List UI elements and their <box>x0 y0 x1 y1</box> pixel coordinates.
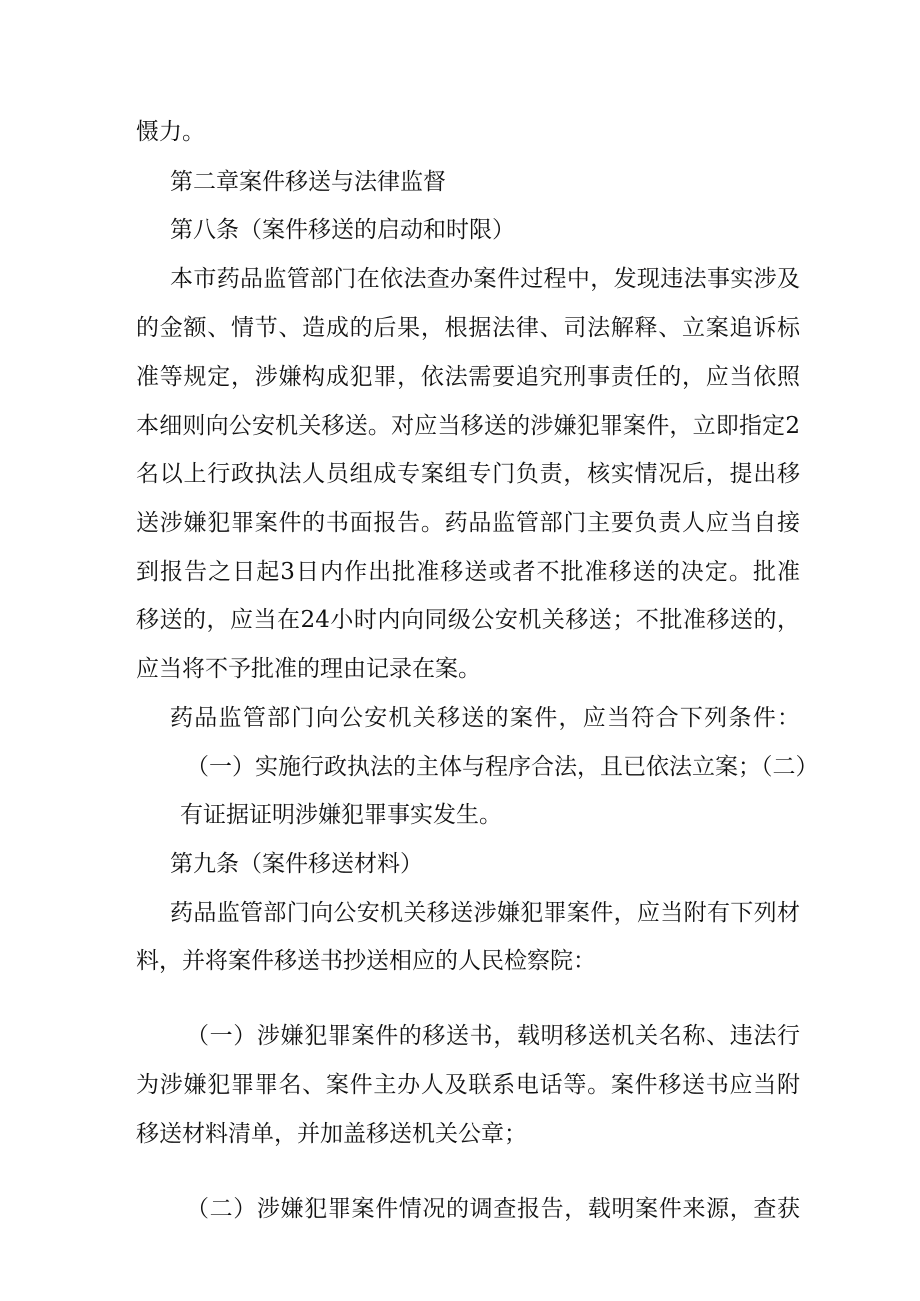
paragraph-line: 应当将不予批准的理由记录在案。 <box>136 656 481 682</box>
paragraph-line: 慑力。 <box>136 119 205 145</box>
list-item: （一）实施行政执法的主体与程序合法，且已依法立案；（二） <box>186 754 819 780</box>
paragraph-line: 名以上行政执法人员组成专案组专门负责，核实情况后，提出移 <box>136 461 800 487</box>
paragraph-line: 到报告之日起3日内作出批准移送或者不批准移送的决定。批准 <box>136 559 800 585</box>
paragraph-line: 药品监管部门向公安机关移送涉嫌犯罪案件，应当附有下列材 <box>170 900 800 926</box>
chapter-heading: 第二章案件移送与法律监督 <box>170 169 446 195</box>
list-item: （一）涉嫌犯罪案件的移送书，载明移送机关名称、违法行 <box>186 1023 800 1049</box>
paragraph-line: 送涉嫌犯罪案件的书面报告。药品监管部门主要负责人应当自接 <box>136 510 800 536</box>
paragraph-line: 为涉嫌犯罪罪名、案件主办人及联系电话等。案件移送书应当附 <box>136 1072 800 1098</box>
paragraph-line: 的金额、情节、造成的后果，根据法律、司法解释、立案追诉标 <box>136 315 800 341</box>
paragraph-line: 本市药品监管部门在依法查办案件过程中，发现违法事实涉及 <box>170 266 800 292</box>
article-heading: 第九条（案件移送材料） <box>170 851 423 877</box>
paragraph-line: 药品监管部门向公安机关移送的案件，应当符合下列条件： <box>170 705 800 731</box>
paragraph-line: 准等规定，涉嫌构成犯罪，依法需要追究刑事责任的，应当依照 <box>136 364 800 390</box>
list-item: 有证据证明涉嫌犯罪事实发生。 <box>180 802 502 828</box>
paragraph-line: 料，并将案件移送书抄送相应的人民检察院： <box>136 948 596 974</box>
article-heading: 第八条（案件移送的启动和时限） <box>170 217 515 243</box>
list-item: （二）涉嫌犯罪案件情况的调查报告，载明案件来源，查获 <box>186 1196 800 1222</box>
paragraph-line: 本细则向公安机关移送。对应当移送的涉嫌犯罪案件，立即指定2 <box>136 413 800 439</box>
paragraph-line: 移送的，应当在24小时内向同级公安机关移送；不批准移送的， <box>136 607 800 633</box>
paragraph-line: 移送材料清单，并加盖移送机关公章； <box>136 1121 527 1147</box>
